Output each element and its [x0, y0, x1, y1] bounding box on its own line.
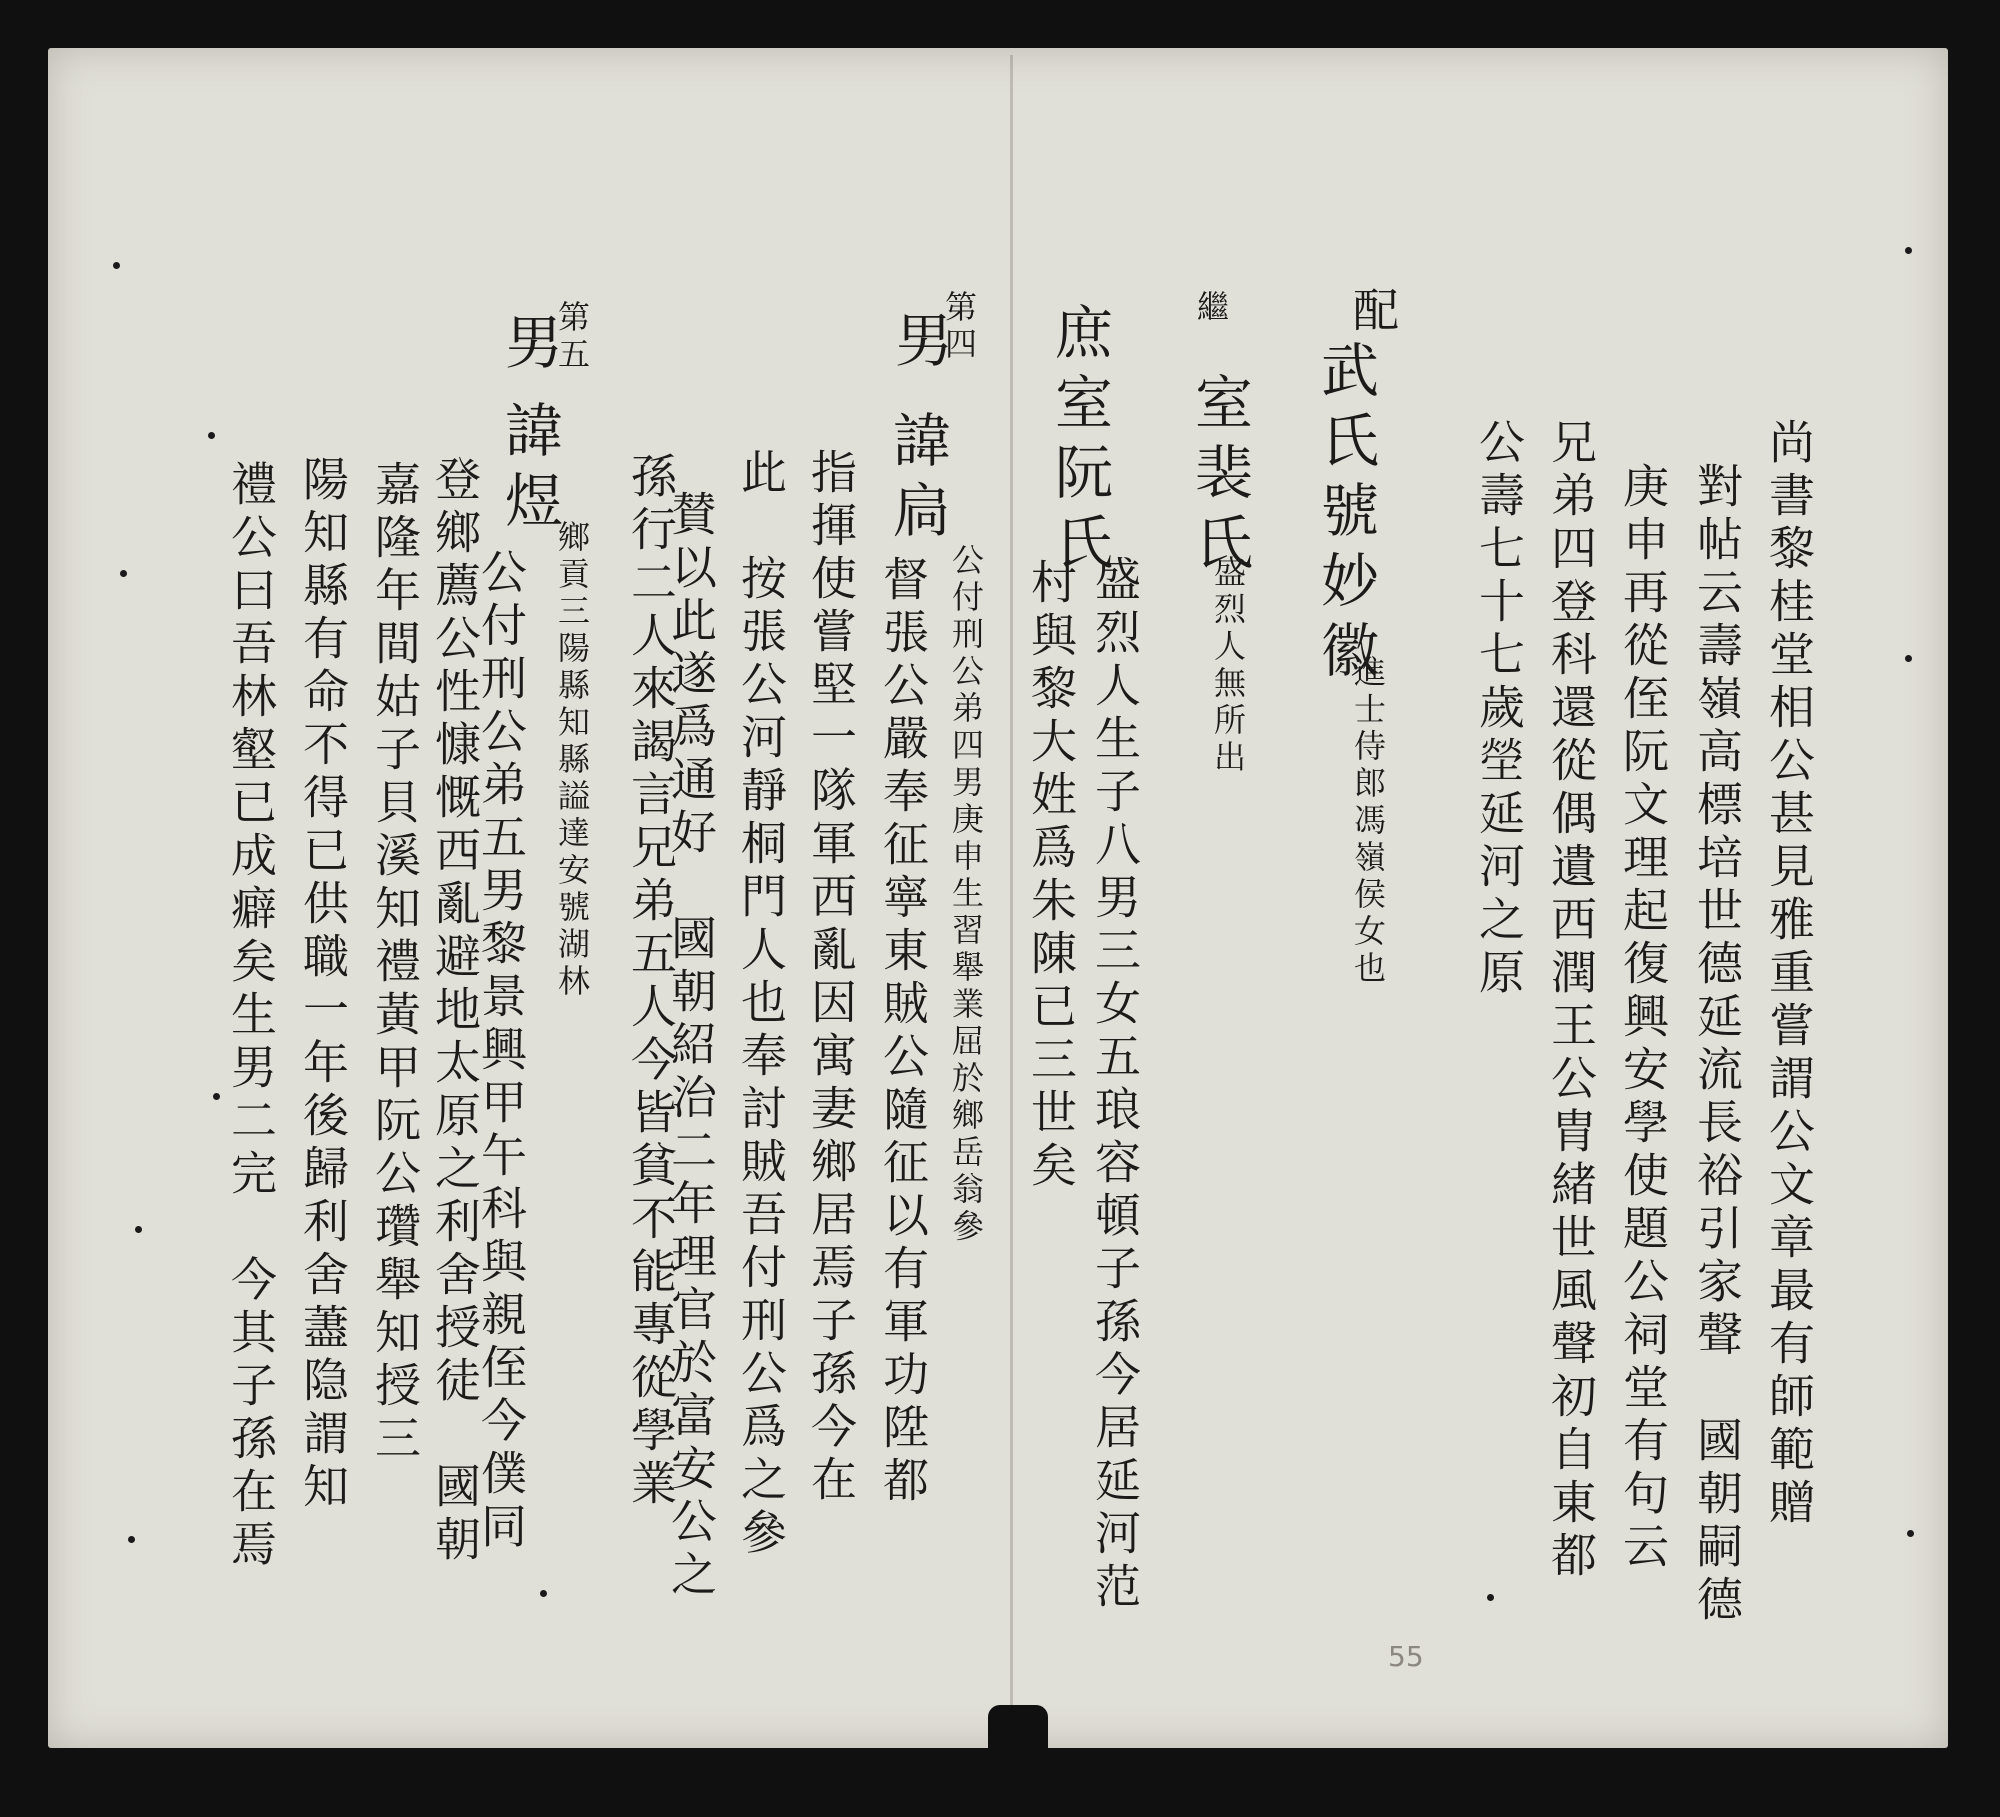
son4-name: 諱扃: [883, 410, 951, 550]
son4-ordinal: 第四: [940, 290, 978, 364]
son4-line-6: 孫行二人來謁言兄弟五人今皆貧不能專從學業: [624, 452, 678, 1512]
son5-line-1: 公付刑公弟五男黎景興甲午科與親侄今僕同: [474, 548, 528, 1555]
binding-hole: [208, 432, 215, 439]
spouse2-name: 室裴氏: [1185, 372, 1253, 582]
son5-label: 男: [495, 312, 563, 382]
son5-line-2: 登鄉薦公性慷慨西亂避地太原之利舍授徒 國朝: [428, 455, 482, 1568]
right-col-1: 尚書黎桂堂相公甚見雅重嘗謂公文章最有師範贈: [1762, 418, 1816, 1531]
right-col-5: 公壽七十七歲塋延河之原: [1472, 418, 1526, 1001]
son4-line-5: 賛以此遂爲通好 國朝紹治二年理官於富安公之: [664, 490, 718, 1603]
binding-hole: [1487, 1594, 1494, 1601]
spouse3-name: 庶室阮氏: [1045, 302, 1113, 582]
son4-label: 男: [885, 310, 953, 380]
spouse2-note: 盛烈人無所出: [1209, 555, 1247, 777]
son4-line-3: 指揮使嘗堅一隊軍西亂因寓妻鄉居焉子孫今在: [804, 448, 858, 1508]
page-number: 55: [1388, 1640, 1424, 1673]
binding-hole: [1905, 247, 1912, 254]
spouse1-name: 武氏號妙徽: [1311, 340, 1379, 690]
right-col-4: 兄弟四登科還從偶遺西潤王公胄緒世風聲初自東都: [1544, 418, 1598, 1584]
binding-hole: [1905, 655, 1912, 662]
binding-hole: [1907, 1530, 1914, 1537]
son5-ordinal: 第五: [553, 300, 591, 374]
binding-hole: [213, 1093, 220, 1100]
right-col-2: 對帖云壽嶺高標培世德延流長裕引家聲 國朝嗣德: [1690, 462, 1744, 1628]
son5-line-4: 陽知縣有命不得已供職一年後歸利舍藎隐謂知: [296, 455, 350, 1515]
binding-hole: [113, 262, 120, 269]
spouse3-note-cont: 村與黎大姓爲朱陳已三世矣: [1024, 558, 1078, 1194]
binding-hole: [135, 1226, 142, 1233]
binding-notch: [988, 1705, 1048, 1760]
right-col-3: 庚申再從侄阮文理起復興安學使題公祠堂有句云: [1616, 462, 1670, 1575]
spouse2-heading: 繼: [1192, 290, 1230, 327]
son5-name: 諱煜: [495, 400, 563, 540]
center-fold: [1010, 55, 1013, 1745]
son5-title: 鄉貢三陽縣知縣謚達安號湖林: [553, 520, 591, 1001]
spouse1-heading: 配: [1346, 286, 1400, 339]
son4-line-4: 此 按張公河靜桐門人也奉討賊吾付刑公爲之參: [734, 448, 788, 1561]
son4-line-1: 公付刑公弟四男庚申生習舉業屈於鄉岳翁參: [947, 543, 985, 1246]
binding-hole: [540, 1590, 547, 1597]
son4-line-2: 督張公嚴奉征寧東賊公隨征以有軍功陞都: [876, 555, 930, 1509]
spouse1-note: 進士侍郎馮嶺侯女也: [1349, 655, 1387, 988]
son5-line-3: 嘉隆年間姑子貝溪知禮黃甲阮公瓚舉知授三: [368, 460, 422, 1467]
binding-hole: [128, 1536, 135, 1543]
spouse3-note: 盛烈人生子八男三女五琅容頓子孫今居延河范: [1088, 555, 1142, 1615]
binding-hole: [120, 570, 127, 577]
son5-line-5: 禮公曰吾林壑已成癖矣生男二完 今其子孫在焉: [224, 460, 278, 1573]
